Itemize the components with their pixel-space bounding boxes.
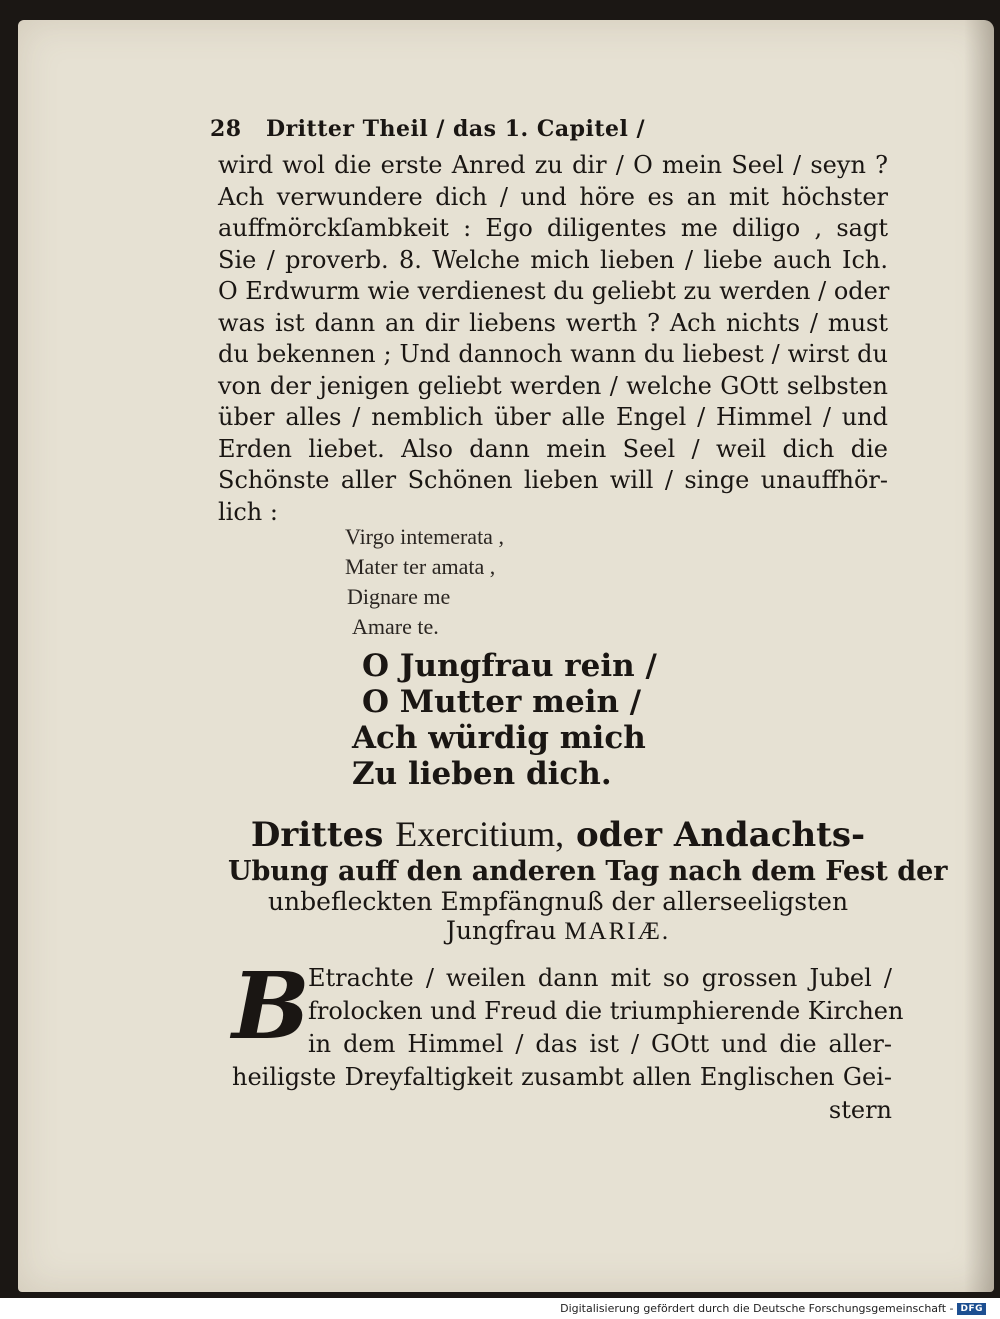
verse-line: O Jungfrau rein / xyxy=(362,648,657,684)
text-line: was ist dann an dir liebens werth ? Ach nichts / must xyxy=(218,308,888,337)
text-line: frolocken und Freud die triumphierende Kirchen xyxy=(308,997,904,1025)
heading-line: unbefleckten Empfängnuß der allerseeligsten xyxy=(267,887,849,916)
digitization-credit xyxy=(560,1302,986,1315)
text-line: in dem Himmel / das ist / GOtt und die aller- xyxy=(308,1030,892,1058)
latin-verse xyxy=(345,522,504,642)
text-line: von der jenigen geliebt werden / welche GOtt selbsten xyxy=(218,371,888,400)
drop-cap-initial: B xyxy=(232,952,310,1060)
text-line: auffmörckſambkeit : Ego diligentes me diligo , sagt xyxy=(218,214,888,242)
heading-word: oder Andachts- xyxy=(576,815,866,855)
text-line: Sie / proverb. 8. Welche mich lieben / liebe auch Ich. xyxy=(218,245,888,274)
dfg-logo-icon: DFG xyxy=(957,1303,986,1315)
body-text xyxy=(218,150,888,528)
text-line: Schönste aller Schönen lieben will / singe unauffhör- xyxy=(218,466,888,494)
page-number: 28 xyxy=(210,116,242,142)
text-line: Ach verwundere dich / und höre es an mit höchster xyxy=(218,182,888,211)
heading-line: Ubung auff den anderen Tag nach dem Fest der xyxy=(228,856,948,887)
text-line: Etrachte / weilen dann mit so grossen Jubel / xyxy=(308,964,892,992)
verse-line: Dignare me xyxy=(347,584,451,609)
heading-word: Jungfrau xyxy=(445,916,557,945)
heading-latin-word: Exercitium, xyxy=(395,814,565,854)
verse-line: Amare te. xyxy=(352,614,439,639)
verse-line: Zu lieben dich. xyxy=(352,756,612,792)
heading-line xyxy=(228,812,888,857)
heading-latin-word: MARIÆ. xyxy=(564,918,671,945)
text-line: lich : xyxy=(218,497,278,526)
section-heading xyxy=(228,812,948,946)
catchword: stern xyxy=(828,1096,892,1124)
running-title: Dritter Theil / das 1. Capitel / xyxy=(266,116,646,142)
text-line: O Erdwurm wie verdienest du geliebt zu werden / oder xyxy=(218,277,890,305)
credit-text: Digitalisierung gefördert durch die Deutsche Forschungsgemeinschaft - xyxy=(560,1302,954,1315)
heading-word: Drittes xyxy=(250,815,384,855)
verse-line: O Mutter mein / xyxy=(362,684,642,720)
verse-line: Virgo intemerata , xyxy=(345,524,504,549)
text-line: Erden liebet. Also dann mein Seel / weil dich die xyxy=(218,434,888,463)
german-verse xyxy=(352,648,657,792)
paragraph xyxy=(232,952,904,1127)
verse-line: Mater ter amata , xyxy=(345,554,496,579)
text-line: über alles / nemblich über alle Engel / Himmel / und xyxy=(218,403,888,431)
text-line: heiligste Dreyfaltigkeit zusambt allen Englischen Gei- xyxy=(232,1063,892,1091)
verse-line: Ach würdig mich xyxy=(352,720,646,756)
heading-line xyxy=(228,917,888,946)
text-line: du bekennen ; Und dannoch wann du liebest / wirst du xyxy=(218,340,888,368)
running-head xyxy=(210,116,730,142)
text-line: wird wol die erste Anred zu dir / O mein Seel / seyn ? xyxy=(218,151,888,179)
